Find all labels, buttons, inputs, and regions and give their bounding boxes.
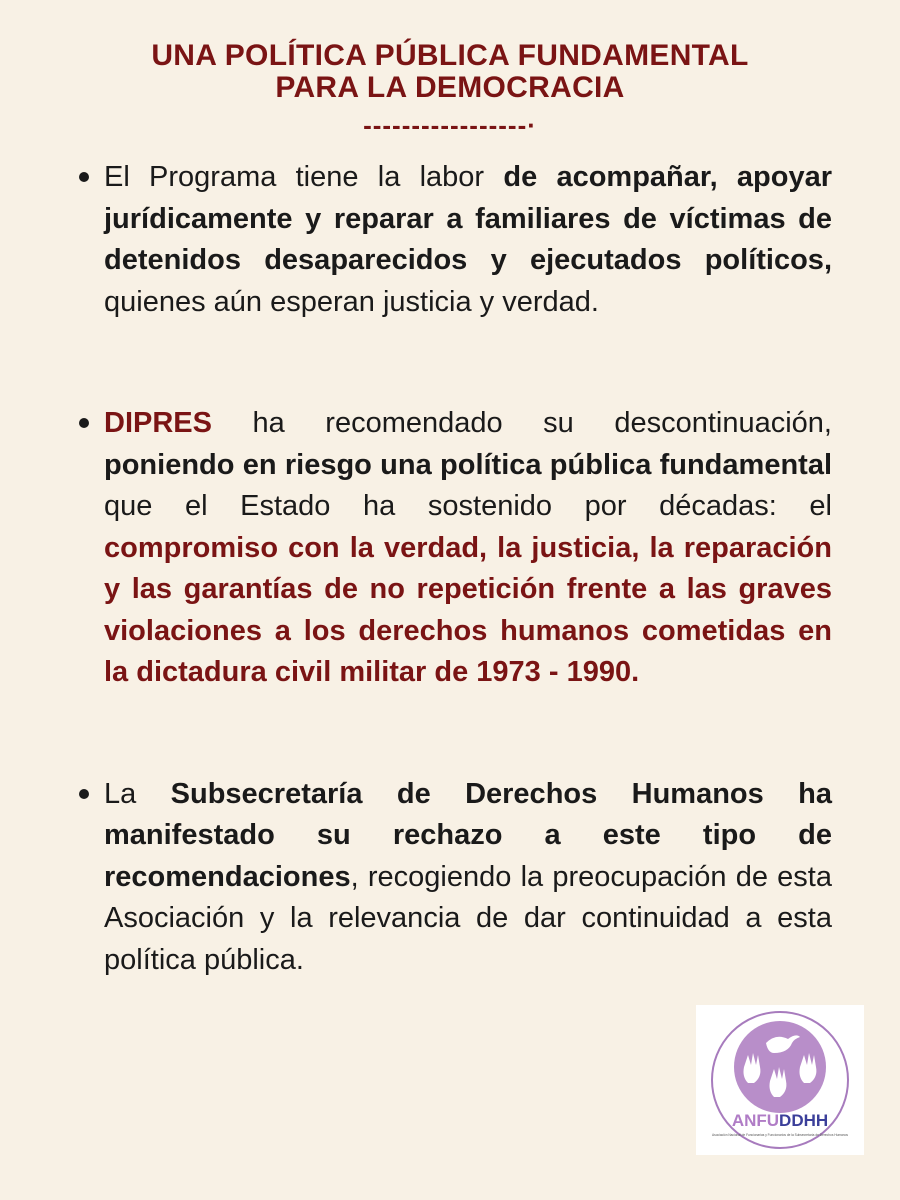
bullet-2-text-a: ha recomendado su descontinuación, [211,407,832,439]
bullet-item-dipres [104,403,832,694]
bullet-2-text-b: que el Estado ha sostenido por décadas: el [104,490,832,522]
bullet-3-text-end: , recogiendo la preocupación de esta Asociación y la relevancia de dar continuidad a esta política pública. [104,860,832,976]
bullet-1-text-bold: de acompañar, apoyar jurídicamente y reparar a familiares de víctimas de detenidos desaparecidos y ejecutados políticos, [104,161,833,276]
title-separator: -----------------· [363,110,537,140]
bullet-3-text-intro: La [104,777,171,810]
logo-graphic [696,1005,864,1155]
bullet-1-text-intro: El Programa tiene la labor [104,161,504,193]
anfuddhh-logo [696,1005,864,1155]
bullet-dot-icon [79,789,89,799]
logo-subtitle: Asociación Nacional de Funcionarias y Funcionarios de la Subsecretaría de Derechos Humanos [712,1133,848,1137]
bullet-item-program [104,157,832,323]
bullet-1-text-end: quienes aún esperan justicia y verdad. [104,285,599,318]
bullet-dot-icon [79,172,89,182]
bullet-3-text-bold: Subsecretaría de Derechos Humanos ha manifestado su rechazo a este tipo de recomendaciones [104,777,832,893]
logo-name: ANFUDDHH [731,1111,829,1130]
bullet-2-text-bold: poniendo en riesgo una política pública fundamental [104,448,832,481]
title-line-2: PARA LA DEMOCRACIA [275,71,625,104]
bullet-2-text-dipres: DIPRES [104,407,212,439]
bullet-list [104,157,832,981]
title-line-1: UNA POLÍTICA PÚBLICA FUNDAMENTAL [151,39,749,72]
page-title [0,40,900,104]
bullet-dot-icon [79,418,89,428]
bullet-2-text-red: compromiso con la verdad, la justicia, la reparación y las garantías de no repetición frente a las graves violaciones a los derechos humanos cometidas en la dictadura civil militar de 1973 - 1990. [104,531,832,688]
bullet-item-subsecretaria [104,774,832,982]
